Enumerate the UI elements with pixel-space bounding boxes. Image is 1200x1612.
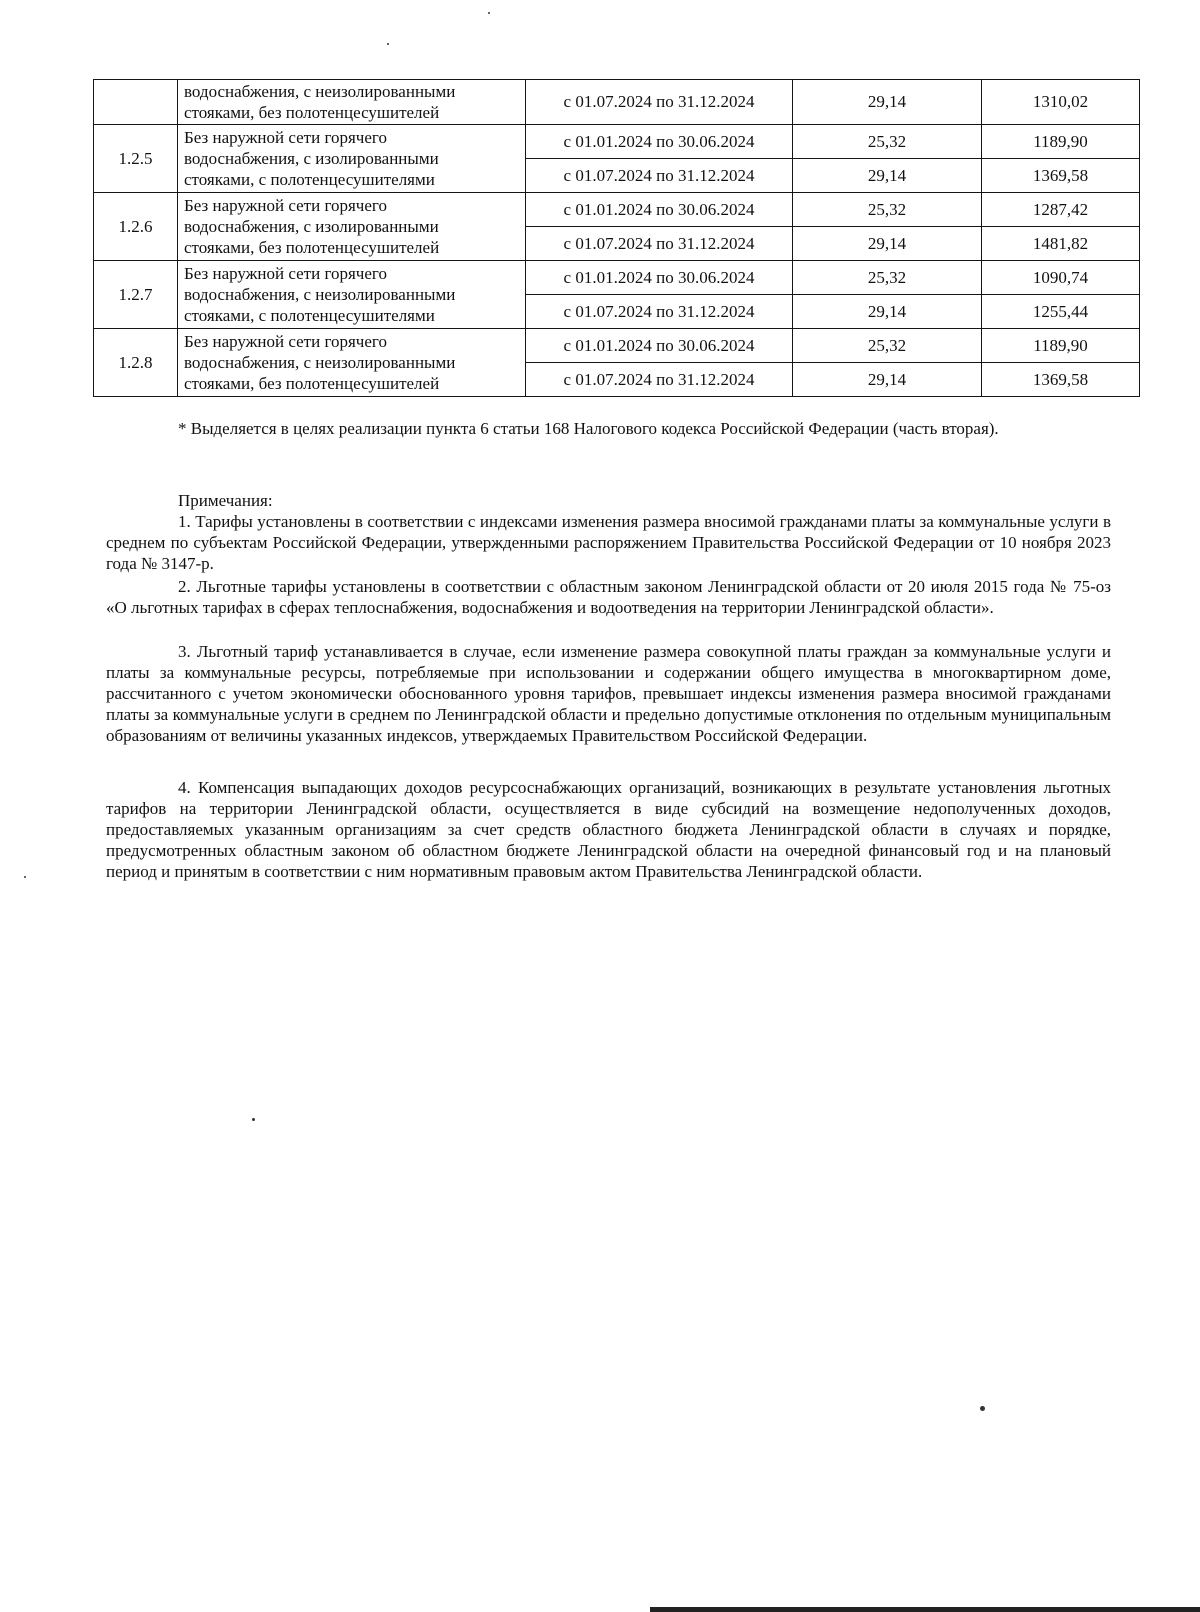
row-value-1: 29,14 [793, 227, 982, 261]
row-value-2: 1255,44 [982, 295, 1140, 329]
note-item: 3. Льготный тариф устанавливается в случае, если изменение размера совокупной платы граждан за коммунальные услуги и платы за коммунальные ресурсы, потребляемые при использовании и содержании общего имущества в многоквартирном доме, рассчитанного с учетом экономически обоснованного уровня тарифов, превышает индексы изменения размера вносимой гражданами платы за коммунальные услуги в среднем по Ленинградской области и предельно допустимые отклонения по отдельным муниципальным образованиям от величины указанных индексов, утверждаемых Правительством Российской Федерации. [106, 642, 1111, 745]
scan-speck [980, 1406, 985, 1411]
row-number: 1.2.6 [94, 193, 178, 261]
scan-speck [252, 1118, 255, 1121]
row-number: 1.2.5 [94, 125, 178, 193]
scan-bottom-edge [650, 1607, 1200, 1612]
row-description: Без наружной сети горячего водоснабжения, с изолированными стояками, без полотенцесушителей [178, 193, 526, 261]
note-item: 2. Льготные тарифы установлены в соответствии с областным законом Ленинградской области от 20 июля 2015 года № 75-оз «О льготных тарифах в сферах теплоснабжения, водоснабжения и водоотведения на территории Ленинградской области». [106, 577, 1111, 617]
row-period: с 01.07.2024 по 31.12.2024 [526, 227, 793, 261]
row-value-2: 1369,58 [982, 159, 1140, 193]
row-value-1: 25,32 [793, 329, 982, 363]
row-value-1: 25,32 [793, 261, 982, 295]
row-value-2: 1287,42 [982, 193, 1140, 227]
note-item: 4. Компенсация выпадающих доходов ресурсоснабжающих организаций, возникающих в результате установления льготных тарифов на территории Ленинградской области, осуществляется в виде субсидий на возмещение недополученных доходов, предоставляемых указанным организациям за счет средств областного бюджета Ленинградской области в случаях и порядке, предусмотренных областным законом об областном бюджете Ленинградской области на очередной финансовый год и на плановый период и принятым в соответствии с ним нормативным правовым актом Правительства Ленинградской области. [106, 778, 1111, 881]
row-value-2: 1310,02 [982, 80, 1140, 125]
row-value-2: 1189,90 [982, 125, 1140, 159]
table-row [94, 329, 1140, 363]
table-row [94, 261, 1140, 295]
row-period: с 01.01.2024 по 30.06.2024 [526, 125, 793, 159]
row-description: Без наружной сети горячего водоснабжения, с изолированными стояками, с полотенцесушителями [178, 125, 526, 193]
note-item: 1. Тарифы установлены в соответствии с индексами изменения размера вносимой гражданами платы за коммунальные услуги в среднем по субъектам Российской Федерации, утвержденными распоряжением Правительства Российской Федерации от 10 ноября 2023 года № 3147-р. [106, 512, 1111, 573]
row-number: 1.2.8 [94, 329, 178, 397]
row-value-1: 25,32 [793, 193, 982, 227]
scan-speck [24, 876, 26, 878]
row-description: водоснабжения, с неизолированными стояками, без полотенцесушителей [178, 80, 526, 125]
table-row [94, 80, 1140, 125]
row-value-1: 29,14 [793, 159, 982, 193]
row-period: с 01.07.2024 по 31.12.2024 [526, 363, 793, 397]
row-period: с 01.01.2024 по 30.06.2024 [526, 193, 793, 227]
row-period: с 01.07.2024 по 31.12.2024 [526, 159, 793, 193]
row-description: Без наружной сети горячего водоснабжения, с неизолированными стояками, без полотенцесушителей [178, 329, 526, 397]
scan-speck [387, 43, 389, 45]
row-value-1: 29,14 [793, 295, 982, 329]
row-period: с 01.07.2024 по 31.12.2024 [526, 295, 793, 329]
scan-speck [488, 12, 490, 14]
row-number [94, 80, 178, 125]
row-number: 1.2.7 [94, 261, 178, 329]
row-value-1: 29,14 [793, 363, 982, 397]
notes-heading: Примечания: [178, 491, 273, 510]
row-value-2: 1090,74 [982, 261, 1140, 295]
row-value-1: 25,32 [793, 125, 982, 159]
row-value-2: 1369,58 [982, 363, 1140, 397]
tariff-table [93, 79, 1140, 397]
table-row [94, 193, 1140, 227]
row-value-1: 29,14 [793, 80, 982, 125]
row-value-2: 1189,90 [982, 329, 1140, 363]
row-description: Без наружной сети горячего водоснабжения, с неизолированными стояками, с полотенцесушителями [178, 261, 526, 329]
row-period: с 01.07.2024 по 31.12.2024 [526, 80, 793, 125]
row-period: с 01.01.2024 по 30.06.2024 [526, 261, 793, 295]
row-value-2: 1481,82 [982, 227, 1140, 261]
row-period: с 01.01.2024 по 30.06.2024 [526, 329, 793, 363]
footnote: * Выделяется в целях реализации пункта 6 статьи 168 Налогового кодекса Российской Федерации (часть вторая). [178, 419, 999, 438]
table-row [94, 125, 1140, 159]
